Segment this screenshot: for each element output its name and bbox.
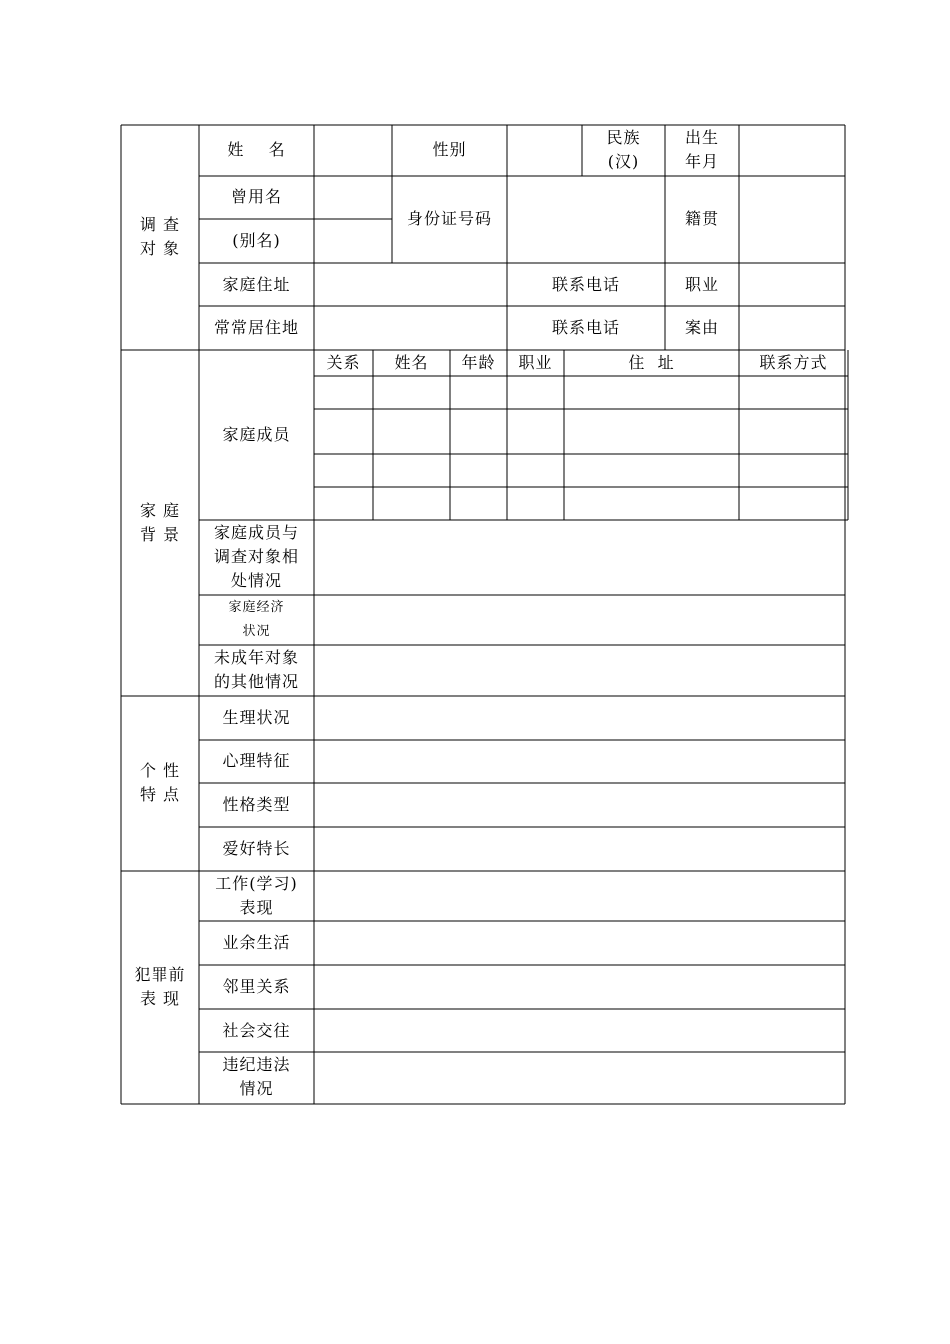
ethnicity-label-line2: (汉) (607, 152, 640, 171)
section-personality-line1: 个 性 (139, 761, 181, 780)
neighbors-label: 邻里关系 (222, 977, 291, 996)
section-survey-subject-line2: 对 象 (139, 239, 181, 258)
case-cause-label: 案由 (684, 318, 719, 337)
member-column-header: 关系 (326, 353, 361, 372)
section-pre-crime-line2: 表 现 (139, 989, 181, 1008)
work-label-line2: 表现 (239, 898, 274, 917)
phone-label: 联系电话 (551, 275, 620, 294)
birth-label-line1: 出生 (684, 128, 719, 147)
member-column-header: 住 址 (628, 353, 675, 372)
section-family-background-line2: 背 景 (139, 525, 181, 544)
member-column-header: 姓名 (394, 353, 429, 372)
phone-label-2: 联系电话 (551, 318, 620, 337)
section-survey-subject-line1: 调 查 (139, 215, 181, 234)
psychological-label: 心理特征 (222, 751, 291, 770)
violations-label-line2: 情况 (239, 1079, 274, 1098)
economy-label-line1: 家庭经济 (228, 600, 285, 615)
member-column-header: 年龄 (461, 353, 496, 372)
alias-label: (别名) (232, 231, 281, 250)
native-place-label: 籍贯 (684, 209, 719, 228)
violations-label-line1: 违纪违法 (222, 1055, 291, 1074)
id-number-label: 身份证号码 (406, 209, 492, 228)
member-column-header: 联系方式 (759, 353, 828, 372)
birth-label-line2: 年月 (684, 152, 719, 171)
family-members-label: 家庭成员 (222, 425, 291, 444)
section-family-background-line1: 家 庭 (139, 501, 181, 520)
name-label: 姓 名 (227, 140, 286, 159)
relations-label-line3: 处情况 (230, 571, 282, 590)
relations-label-line2: 调查对象相 (213, 547, 299, 566)
leisure-label: 业余生活 (222, 933, 291, 952)
minor-label-line2: 的其他情况 (213, 672, 299, 691)
occupation-label: 职业 (684, 275, 719, 294)
physical-label: 生理状况 (222, 708, 291, 727)
hobbies-label: 爱好特长 (222, 839, 291, 858)
section-pre-crime-line1: 犯罪前 (134, 965, 186, 984)
member-column-header: 职业 (518, 353, 553, 372)
economy-label-line2: 状况 (242, 624, 271, 639)
home-address-label: 家庭住址 (222, 275, 291, 294)
section-personality-line2: 特 点 (139, 785, 181, 804)
work-label-line1: 工作(学习) (215, 874, 298, 893)
former-name-label: 曾用名 (230, 187, 282, 206)
usual-residence-label: 常常居住地 (213, 318, 299, 337)
social-label: 社会交往 (222, 1021, 291, 1040)
relations-label-line1: 家庭成员与 (213, 523, 299, 542)
ethnicity-label-line1: 民族 (606, 128, 641, 147)
gender-label: 性别 (432, 140, 467, 159)
character-label: 性格类型 (222, 795, 291, 814)
minor-label-line1: 未成年对象 (213, 648, 299, 667)
